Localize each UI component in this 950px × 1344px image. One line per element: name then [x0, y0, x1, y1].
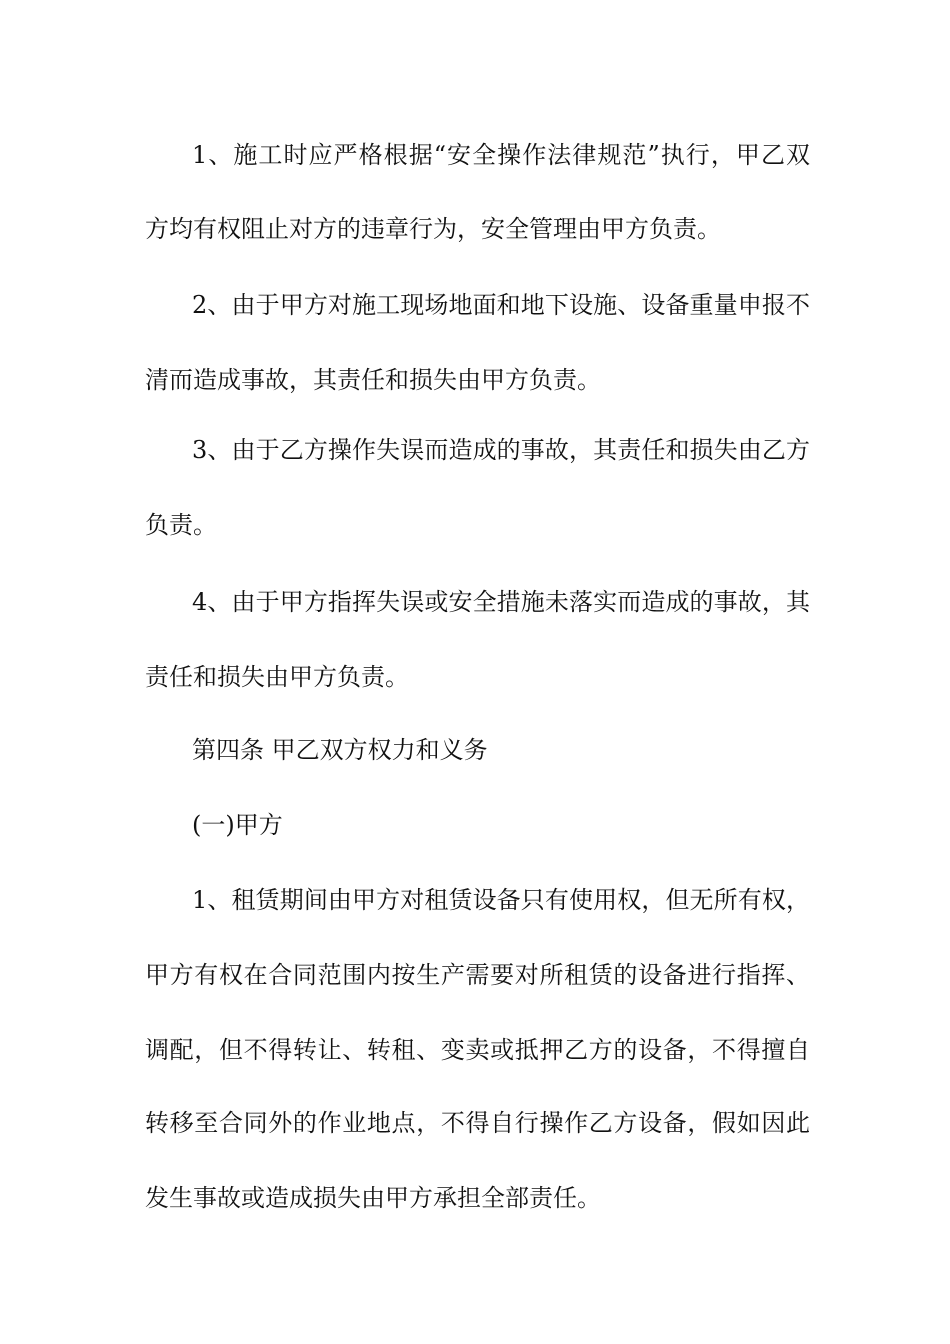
section-heading: 第四条 甲乙双方权力和义务 [192, 736, 488, 764]
party-a-clause-1-line-3: 调配，但不得转让、转租、变卖或抵押乙方的设备，不得擅自 [145, 1036, 810, 1064]
party-a-clause-1-line-2: 甲方有权在合同范围内按生产需要对所租赁的设备进行指挥、 [145, 961, 810, 989]
clause-1-line-1: 1、施工时应严格根据“安全操作法律规范”执行，甲乙双 [192, 141, 810, 169]
party-a-clause-1-line-1: 1、租赁期间由甲方对租赁设备只有使用权，但无所有权， [192, 886, 810, 914]
clause-1-line-2: 方均有权阻止对方的违章行为，安全管理由甲方负责。 [145, 215, 721, 243]
clause-2-line-1: 2、由于甲方对施工现场地面和地下设施、设备重量申报不 [192, 291, 810, 319]
subsection-heading: (一)甲方 [192, 811, 283, 839]
party-a-clause-1-line-5: 发生事故或造成损失由甲方承担全部责任。 [145, 1184, 601, 1212]
clause-2-line-2: 清而造成事故，其责任和损失由甲方负责。 [145, 366, 601, 394]
clause-3-line-2: 负责。 [145, 511, 217, 539]
party-a-clause-1-line-4: 转移至合同外的作业地点，不得自行操作乙方设备，假如因此 [145, 1109, 810, 1137]
clause-3-line-1: 3、由于乙方操作失误而造成的事故，其责任和损失由乙方 [192, 436, 810, 464]
clause-4-line-2: 责任和损失由甲方负责。 [145, 663, 409, 691]
clause-4-line-1: 4、由于甲方指挥失误或安全措施未落实而造成的事故，其 [192, 588, 810, 616]
